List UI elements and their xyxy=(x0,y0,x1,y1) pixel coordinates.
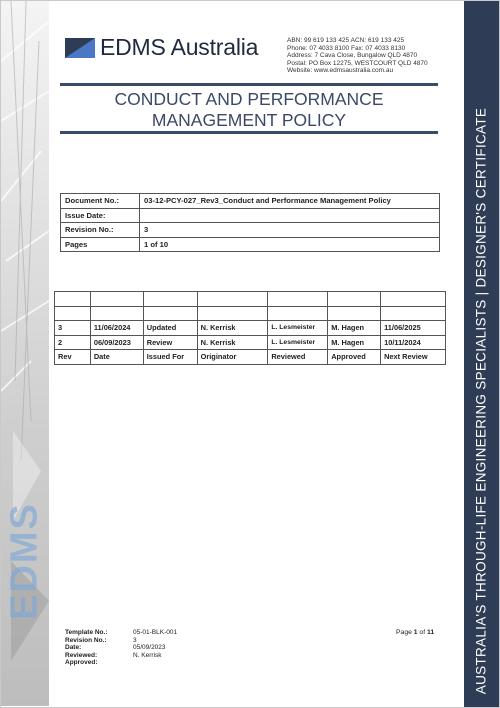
footer-approved-row xyxy=(65,659,177,667)
issue-date-value xyxy=(140,208,440,223)
header-issued-for: Issued For xyxy=(143,350,197,365)
header-rev: Rev xyxy=(55,350,91,365)
rev-next-review: 11/06/2025 xyxy=(381,321,446,336)
table-header-row xyxy=(55,350,446,365)
table-row xyxy=(55,306,446,321)
doc-no-label: Document No.: xyxy=(61,194,140,209)
table-row xyxy=(61,208,440,223)
header-reviewed: Reviewed xyxy=(268,350,328,365)
footer-date-row xyxy=(65,644,177,652)
pages-value: 1 of 10 xyxy=(140,237,440,252)
header-approved: Approved xyxy=(328,350,381,365)
revision-no-label: Revision No.: xyxy=(61,223,140,238)
company-details xyxy=(287,37,428,75)
company-postal: Postal: PO Box 12275, WESTCOURT QLD 4870 xyxy=(287,59,428,67)
table-cell xyxy=(268,292,328,307)
footer-reviewed-value: N. Kerrisk xyxy=(133,651,162,659)
title-line-1: CONDUCT AND PERFORMANCE xyxy=(114,89,384,109)
revision-history-table xyxy=(54,291,446,365)
footer-date-value: 05/09/2023 xyxy=(133,644,166,652)
footer-approved-label: Approved: xyxy=(65,659,98,667)
page-total: 11 xyxy=(427,629,435,636)
rev-date: 11/06/2024 xyxy=(90,321,143,336)
footer-reviewed-row xyxy=(65,652,177,660)
document-title xyxy=(60,89,438,131)
page-of: of xyxy=(417,629,427,636)
right-side-band xyxy=(464,1,499,707)
table-row xyxy=(61,194,440,209)
edms-logo-mark-icon xyxy=(65,38,95,58)
table-cell xyxy=(381,292,446,307)
table-cell xyxy=(90,292,143,307)
footer-reviewed-label: Reviewed: xyxy=(65,651,98,659)
rev-originator: N. Kerrisk xyxy=(197,335,268,350)
document-info-table xyxy=(60,193,440,252)
table-cell xyxy=(268,306,328,321)
rev-originator: N. Kerrisk xyxy=(197,321,268,336)
template-footer xyxy=(65,629,177,667)
page-prefix: Page xyxy=(396,629,414,636)
table-cell xyxy=(90,306,143,321)
footer-revision-row xyxy=(65,637,177,645)
footer-template-label: Template No.: xyxy=(65,629,108,636)
company-logo xyxy=(65,34,270,63)
table-cell xyxy=(381,306,446,321)
revision-no-value: 3 xyxy=(140,223,440,238)
rev-number: 3 xyxy=(55,321,91,336)
footer-template-row xyxy=(65,629,177,637)
page-number xyxy=(396,629,434,636)
issue-date-label: Issue Date: xyxy=(61,208,140,223)
title-rule-top xyxy=(60,83,438,86)
table-row xyxy=(61,237,440,252)
left-decorative-strip xyxy=(1,1,49,706)
header-next-review: Next Review xyxy=(381,350,446,365)
rev-next-review: 10/11/2024 xyxy=(381,335,446,350)
rev-approved: M. Hagen xyxy=(328,321,381,336)
footer-revision-label: Revision No.: xyxy=(65,636,107,644)
rev-approved: M. Hagen xyxy=(328,335,381,350)
company-abn: ABN: 99 619 133 425 ACN: 619 133 425 xyxy=(287,37,405,44)
table-cell xyxy=(197,306,268,321)
table-row xyxy=(55,292,446,307)
table-cell xyxy=(197,292,268,307)
rev-number: 2 xyxy=(55,335,91,350)
side-band-text: AUSTRALIA'S THROUGH-LIFE ENGINEERING SPECIALISTS | DESIGNER'S CERTIFICATE xyxy=(473,107,489,695)
rev-issued-for: Updated xyxy=(143,321,197,336)
company-website: Website: www.edmsaustralia.com.au xyxy=(287,67,394,74)
brand-name: EDMS Australia xyxy=(100,34,259,60)
company-phone: Phone: 07 4033 8100 Fax: 07 4033 8130 xyxy=(287,44,406,52)
page-current: 1 xyxy=(413,629,418,636)
rev-issued-for: Review xyxy=(143,335,197,350)
doc-no-value: 03-12-PCY-027_Rev3_Conduct and Performance Management Policy xyxy=(140,194,440,209)
table-row xyxy=(61,223,440,238)
rev-date: 06/09/2023 xyxy=(90,335,143,350)
footer-revision-value: 3 xyxy=(133,636,137,644)
rev-reviewed: L. Lesmeister xyxy=(268,321,328,336)
table-cell xyxy=(143,292,197,307)
table-cell xyxy=(55,292,91,307)
table-cell xyxy=(143,306,197,321)
table-cell xyxy=(328,292,381,307)
title-rule-bottom xyxy=(60,131,438,134)
pages-label: Pages xyxy=(61,237,140,252)
title-line-2: MANAGEMENT POLICY xyxy=(151,110,347,130)
header-originator: Originator xyxy=(197,350,268,365)
table-row xyxy=(55,335,446,350)
table-row xyxy=(55,321,446,336)
company-address: Address: 7 Cava Close, Bungalow QLD 4870 xyxy=(287,52,418,59)
rev-reviewed: L. Lesmeister xyxy=(268,335,328,350)
edms-watermark: EDMS xyxy=(3,502,46,620)
table-cell xyxy=(328,306,381,321)
table-cell xyxy=(55,306,91,321)
footer-template-value: 05-01-BLK-001 xyxy=(133,629,178,636)
footer-date-label: Date: xyxy=(65,644,82,652)
header-date: Date xyxy=(90,350,143,365)
